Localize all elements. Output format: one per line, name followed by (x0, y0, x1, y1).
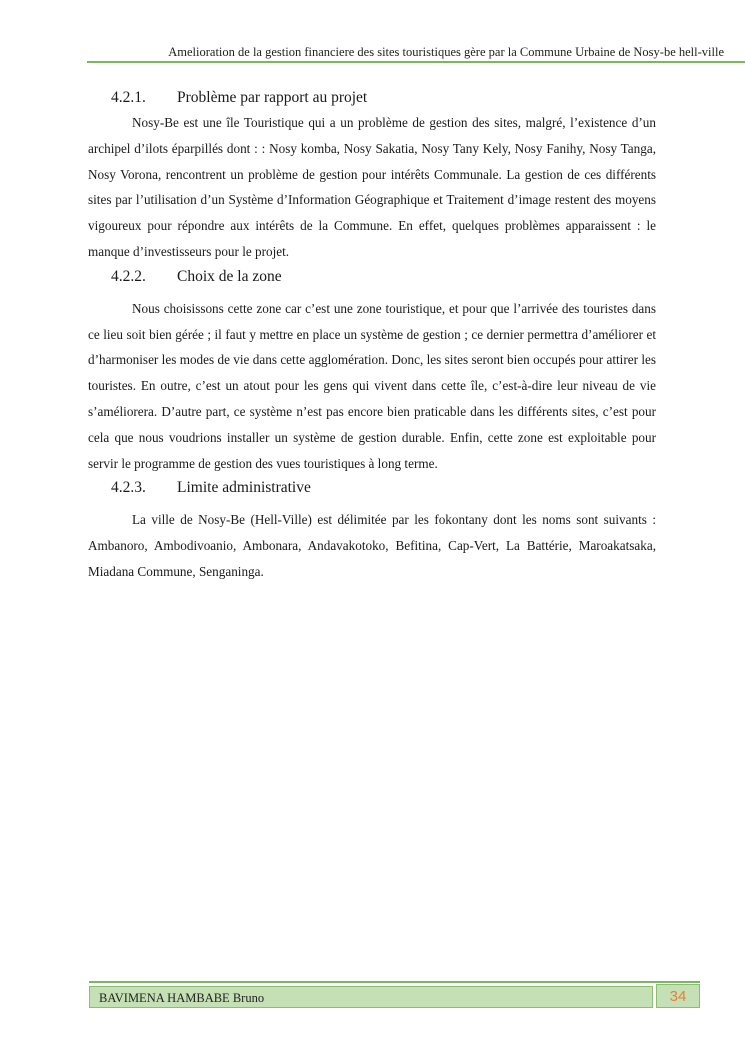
page-number: 34 (669, 988, 687, 1005)
section-paragraph: La ville de Nosy-Be (Hell-Ville) est délimitée par les fokontany dont les noms sont suivants : Ambanoro, Ambodivoanio, Ambonara, Andavakotoko, Befitina, Cap-Vert, La Battérie, Maroakatsaka, Miadana Commune, Senganinga. (88, 512, 656, 579)
footer-divider (89, 981, 700, 983)
section-paragraph: Nosy-Be est une île Touristique qui a un problème de gestion des sites, malgré, l’existence d’un archipel d’ilots éparpillés dont : : Nosy komba, Nosy Sakatia, Nosy Tany Kely, Nosy Fanihy, Nosy Tanga, Nosy Vorona, rencontrent un problème de gestion pour intérêts Communale. La gestion de ces différents sites par l’utilisation d’un Système d’Information Géographique et Traitement d’image restent des moyens vigoureux pour répondre aux intérêts de la Commune. En effet, quelques problèmes apparaissent : le manque d’investisseurs pour le projet. (88, 115, 656, 259)
footer-band (89, 986, 653, 1008)
header-divider (87, 61, 745, 63)
page-content (88, 86, 656, 585)
section-title: Limite administrative (177, 479, 311, 497)
running-header: Amelioration de la gestion financiere des sites touristiques gère par la Commune Urbaine de Nosy-be hell-ville (168, 45, 724, 59)
section-number: 4.2.3. (111, 479, 146, 497)
page-number-box (656, 984, 700, 1008)
section-paragraph: Nous choisissons cette zone car c’est une zone touristique, et pour que l’arrivée des touristes dans ce lieu soit bien gérée ; il faut y mettre en place un système de gestion ; ce dernier permettra d’améliorer et d’harmoniser les modes de vie dans cette agglomération. Donc, les sites seront bien occupés pour attirer les touristes. En outre, c’est un atout pour les gens qui vivent dans cette île, c’est-à-dire leur niveau de vie s’améliorera. D’autre part, ce système n’est pas encore bien praticable dans les différents sites, c’est pour cela que nous voudrions installer un système de gestion durable. Enfin, cette zone est exploitable pour servir le programme de gestion des vues touristiques à long terme. (88, 300, 656, 471)
section-heading-4-2-3 (88, 476, 656, 500)
section-number: 4.2.2. (111, 267, 146, 285)
section-heading-4-2-1 (88, 86, 656, 110)
footer-author: BAVIMENA HAMBABE Bruno (99, 991, 265, 1005)
section-number: 4.2.1. (111, 89, 146, 106)
section-heading-4-2-2 (88, 265, 656, 289)
section-title: Choix de la zone (177, 267, 282, 285)
section-title: Problème par rapport au projet (177, 89, 368, 106)
